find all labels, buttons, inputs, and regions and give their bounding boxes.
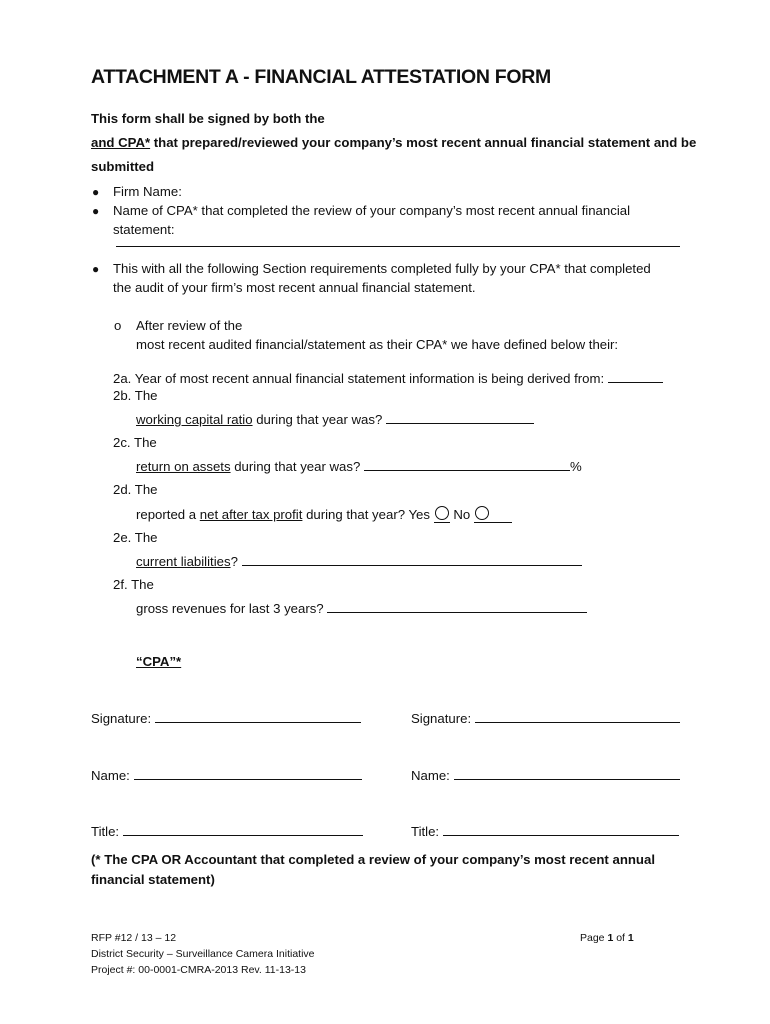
right-name-field[interactable] [454, 767, 680, 780]
cpa-name-field[interactable] [116, 246, 680, 247]
item-2c-question [136, 458, 582, 474]
left-title-field[interactable] [123, 823, 363, 836]
item-2c-percent: % [570, 459, 582, 474]
cpa-name-label-line-1: Name of CPA* that completed the review of your company’s most recent annual financial [113, 203, 631, 218]
title-label: Title: [91, 824, 120, 839]
right-signature-field[interactable] [475, 710, 680, 723]
name-label: Name: [91, 768, 130, 783]
item-2f-field[interactable] [327, 600, 587, 613]
item-2c-field[interactable] [364, 458, 570, 471]
cpa-heading: “CPA”* [136, 654, 182, 669]
left-name-field[interactable] [134, 767, 362, 780]
left-signature-field[interactable] [155, 710, 361, 723]
bullet-icon: ● [92, 262, 100, 276]
footer-initiative: District Security – Surveillance Camera Initiative [91, 948, 315, 960]
footer-page-number [580, 932, 634, 944]
item-2c-label: 2c. The [113, 435, 157, 450]
footer-project: Project #: 00-0001-CMRA-2013 Rev. 11-13-13 [91, 964, 306, 976]
title-label: Title: [411, 824, 440, 839]
item-2d-label: 2d. The [113, 482, 158, 497]
intro-line-2-rest: that prepared/reviewed your company’s most recent annual financial statement and be [150, 135, 697, 150]
section-text-line-2: the audit of your firm’s most recent annual financial statement. [113, 280, 476, 295]
item-2d-rest: during that year? Yes [302, 507, 430, 522]
item-2b-rest: during that year was? [252, 412, 383, 427]
item-2e-question [136, 553, 582, 569]
yes-radio-icon[interactable] [435, 506, 449, 520]
intro-line-1: This form shall be signed by both the [91, 111, 325, 126]
section-text-line-1: This with all the following Section requirements completed fully by your CPA* that completed [113, 261, 651, 276]
no-radio-icon[interactable] [475, 506, 489, 520]
bullet-icon: ● [92, 185, 100, 199]
intro-line-3: submitted [91, 159, 155, 174]
item-2c-term: return on assets [136, 459, 231, 474]
item-2a-field[interactable] [608, 370, 663, 383]
item-2b-term: working capital ratio [136, 412, 253, 427]
item-2a [113, 370, 663, 386]
right-signature-row [411, 710, 680, 726]
item-2f-question [136, 600, 587, 616]
left-signature-row [91, 710, 361, 726]
bullet-icon: ● [92, 204, 100, 218]
item-2d-pre: reported a [136, 507, 200, 522]
right-name-row [411, 767, 680, 783]
page-current: 1 [607, 932, 614, 944]
sub-bullet-line-2: most recent audited financial/statement as their CPA* we have defined below their: [136, 337, 619, 352]
yes-option[interactable] [434, 507, 450, 523]
footer-rfp: RFP #12 / 13 – 12 [91, 932, 177, 944]
item-2b-question [136, 411, 534, 427]
no-label: No [453, 507, 471, 522]
item-2d-term: net after tax profit [199, 507, 303, 522]
item-2e-field[interactable] [242, 553, 582, 566]
form-title: ATTACHMENT A - FINANCIAL ATTESTATION FORM [91, 66, 551, 88]
left-name-row [91, 767, 362, 783]
sub-bullet-marker: o [114, 318, 122, 333]
footnote-line-1: (* The CPA OR Accountant that completed a review of your company’s most recent annual [91, 852, 655, 867]
right-title-field[interactable] [443, 823, 679, 836]
intro-cpa-underlined: and CPA* [91, 135, 151, 150]
name-label: Name: [411, 768, 450, 783]
item-2f-label: 2f. The [113, 577, 154, 592]
footnote-line-2: financial statement) [91, 872, 215, 887]
item-2c-rest: during that year was? [230, 459, 361, 474]
no-option[interactable] [474, 507, 512, 523]
right-title-row [411, 823, 679, 839]
signature-label: Signature: [411, 711, 472, 726]
item-2d-question [136, 506, 512, 522]
item-2f-rest: gross revenues for last 3 years? [136, 601, 324, 616]
sub-bullet-line-1: After review of the [136, 318, 243, 333]
item-2b-field[interactable] [386, 411, 534, 424]
signature-label: Signature: [91, 711, 152, 726]
item-2e-rest: ? [230, 554, 238, 569]
page-total: 1 [627, 932, 634, 944]
left-title-row [91, 823, 363, 839]
item-2e-term: current liabilities [136, 554, 231, 569]
cpa-name-label-line-2: statement: [113, 222, 175, 237]
page-of: of [613, 932, 628, 944]
intro-line-2 [91, 135, 696, 150]
item-2e-label: 2e. The [113, 530, 158, 545]
page-prefix: Page [580, 932, 608, 944]
item-2b-label: 2b. The [113, 388, 158, 403]
firm-name-label: Firm Name: [113, 184, 182, 199]
item-2a-label: 2a. Year of most recent annual financial statement information is being derived from: [113, 371, 605, 386]
